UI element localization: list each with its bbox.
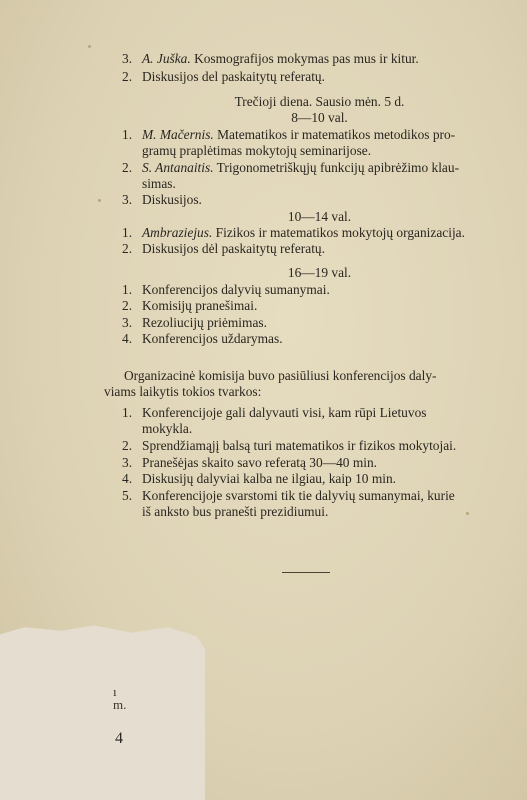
agenda-text: Rezoliucijų priėmimas. bbox=[142, 315, 267, 330]
item-number: 2. bbox=[122, 298, 133, 313]
day-heading: Trečioji diena. Sausio mėn. 5 d. bbox=[234, 94, 405, 109]
agenda-text: Komisijų pranešimai. bbox=[142, 298, 258, 313]
agenda-text-continued: gramų praplėtimas mokytojų seminarijose. bbox=[142, 143, 372, 158]
margin-mark: ı bbox=[113, 684, 117, 699]
agenda-item bbox=[142, 51, 419, 67]
rule-text: Diskusijų dalyviai kalba ne ilgiau, kaip 10 min. bbox=[142, 471, 397, 486]
item-number: 3. bbox=[122, 315, 133, 330]
item-number: 1. bbox=[122, 282, 133, 297]
agenda-text: Trigonometriškųjų funkcijų apibrėžimo klau- bbox=[213, 160, 460, 175]
item-number: 4. bbox=[122, 331, 133, 346]
rule-number: 4. bbox=[122, 471, 133, 486]
session-time: 10—14 val. bbox=[287, 209, 352, 224]
agenda-text: Konferencijos uždarymas. bbox=[142, 331, 283, 346]
agenda-text-continued: simas. bbox=[142, 176, 176, 191]
rule-text-continued: iš anksto bus pranešti prezidiumui. bbox=[142, 504, 329, 519]
item-number: 1. bbox=[122, 127, 133, 142]
rule-text: Sprendžiamąjį balsą turi matematikos ir fizikos mokytojai. bbox=[142, 438, 457, 453]
rule-number: 3. bbox=[122, 455, 133, 470]
agenda-text: Fizikos ir matematikos mokytojų organizacija. bbox=[212, 225, 465, 240]
rule-number: 1. bbox=[122, 405, 133, 420]
agenda-item bbox=[142, 225, 465, 241]
torn-corner bbox=[0, 620, 205, 800]
paper-speck bbox=[98, 199, 101, 202]
item-number: 2. bbox=[122, 160, 133, 175]
speaker-name: S. Antanaitis. bbox=[142, 160, 214, 175]
paper-speck bbox=[466, 512, 469, 515]
item-number: 3. bbox=[122, 51, 133, 66]
rule-text: Konferencijoje svarstomi tik tie dalyvių sumanymai, kurie bbox=[142, 488, 455, 503]
item-number: 2. bbox=[122, 69, 133, 84]
agenda-text: Matematikos ir matematikos metodikos pro- bbox=[213, 127, 456, 142]
speaker-name: A. Juška. bbox=[142, 51, 191, 66]
rule-text: Pranešėjas skaito savo referatą 30—40 min. bbox=[142, 455, 378, 470]
speaker-name: Ambraziejus. bbox=[142, 225, 213, 240]
agenda-text: Konferencijos dalyvių sumanymai. bbox=[142, 282, 330, 297]
margin-mark: m. bbox=[113, 697, 127, 712]
intro-paragraph-continued: viams laikytis tokios tvarkos: bbox=[104, 384, 262, 399]
page-number: 4 bbox=[115, 730, 123, 747]
rule-text: Konferencijoje gali dalyvauti visi, kam rūpi Lietuvos bbox=[142, 405, 427, 420]
item-number: 1. bbox=[122, 225, 133, 240]
agenda-item bbox=[142, 160, 459, 176]
item-number: 2. bbox=[122, 241, 133, 256]
paper-speck bbox=[88, 45, 91, 48]
speaker-name: M. Mačernis. bbox=[142, 127, 214, 142]
agenda-text: Diskusijos del paskaitytų referatų. bbox=[142, 69, 325, 84]
session-time: 8—10 val. bbox=[291, 110, 348, 125]
rule-number: 2. bbox=[122, 438, 133, 453]
agenda-text: Kosmografijos mokymas pas mus ir kitur. bbox=[190, 51, 419, 66]
agenda-text: Diskusijos dėl paskaitytų referatų. bbox=[142, 241, 325, 256]
agenda-text: Diskusijos. bbox=[142, 192, 202, 207]
rule-number: 5. bbox=[122, 488, 133, 503]
session-time: 16—19 val. bbox=[287, 265, 352, 280]
intro-paragraph: Organizacinė komisija buvo pasiūliusi konferencijos daly- bbox=[124, 368, 437, 383]
item-number: 3. bbox=[122, 192, 133, 207]
section-divider bbox=[282, 572, 330, 573]
rule-text-continued: mokykla. bbox=[142, 421, 193, 436]
agenda-item bbox=[142, 127, 455, 143]
